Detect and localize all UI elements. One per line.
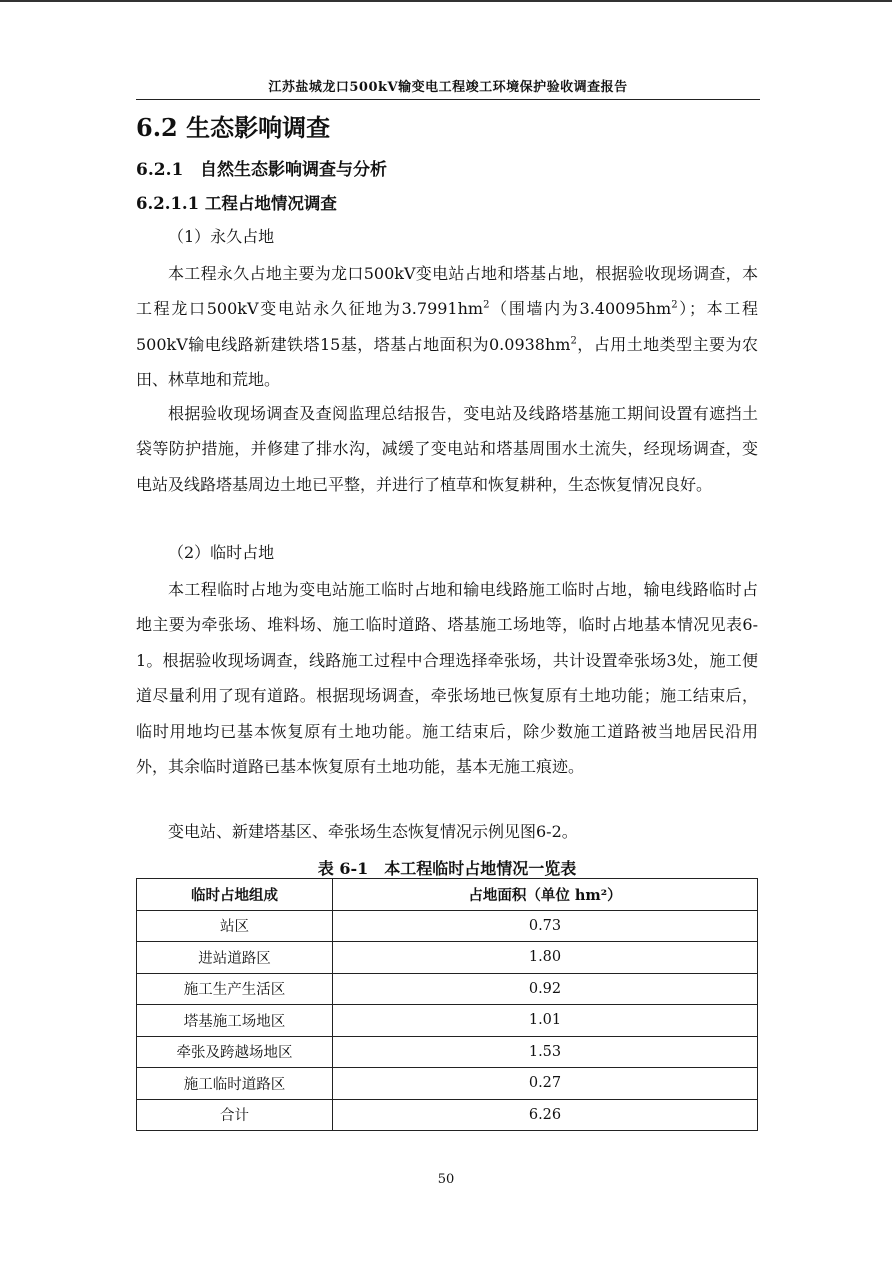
header-component: 临时占地组成	[137, 879, 333, 911]
row-component: 进站道路区	[137, 942, 333, 974]
paragraph-temporary-land: 本工程临时占地为变电站施工临时占地和输电线路施工临时占地，输电线路临时占地主要为牵张场、堆料场、施工临时道路、塔基施工场地等，临时占地基本情况见表6-1。根据验收现场调查，线路施工过程中合理选择牵张场，共计设置牵张场3处，施工便道尽量利用了现有道路。根据现场调查，牵张场地已恢复原有土地功能；施工结束后，临时用地均已基本恢复原有土地功能。施工结束后，除少数施工道路被当地居民沿用外，其余临时道路已基本恢复原有土地功能，基本无施工痕迹。	[136, 580, 758, 777]
table-row	[137, 910, 758, 942]
paragraph-permanent-land	[136, 256, 758, 398]
table-row	[137, 1036, 758, 1068]
p1-sup-2: 2	[671, 300, 678, 312]
subsection-number: 6.2.1	[136, 160, 184, 180]
table-row	[137, 1005, 758, 1037]
top-border-line	[0, 0, 892, 2]
subsubsection-title: 6.2.1.1 工程占地情况调查	[136, 194, 337, 213]
paragraph-figure-reference: 变电站、新建塔基区、牵张场生态恢复情况示例见图6-2。	[168, 822, 578, 841]
section-title: 6.2 生态影响调查	[136, 113, 331, 142]
row-component: 施工生产生活区	[137, 973, 333, 1005]
table-row	[137, 973, 758, 1005]
page-header: 江苏盐城龙口500kV输变电工程竣工环境保护验收调查报告	[268, 80, 628, 95]
table-caption: 表 6-1 本工程临时占地情况一览表	[317, 859, 577, 878]
table-row	[137, 942, 758, 974]
temporary-land-table	[136, 878, 758, 1131]
p1-text-b: （围墙内为3.40095hm	[489, 299, 672, 319]
row-area: 1.01	[333, 1005, 758, 1037]
header-area: 占地面积（单位 hm²）	[333, 879, 758, 911]
header-rule	[136, 99, 760, 100]
p1-text-c: ）；本工程500kV输电线路新建铁塔15基，塔基占地面积为0.0938hm	[136, 299, 758, 354]
subsection-title	[136, 155, 387, 180]
table-total-row	[137, 1099, 758, 1131]
page-number: 50	[437, 1172, 455, 1187]
row-area: 0.92	[333, 973, 758, 1005]
row-component: 站区	[137, 910, 333, 942]
row-area: 1.80	[333, 942, 758, 974]
p1-text-a: 本工程永久占地主要为龙口500kV变电站占地和塔基占地，根据验收现场调查，本工程龙口500kV变电站永久征地为3.7991hm	[136, 264, 758, 319]
total-area: 6.26	[333, 1099, 758, 1131]
row-component: 施工临时道路区	[137, 1068, 333, 1100]
total-label: 合计	[137, 1099, 333, 1131]
row-component: 塔基施工场地区	[137, 1005, 333, 1037]
p1-text-d: ，占用土地类型主要为农田、林草地和荒地。	[136, 334, 758, 390]
table-row	[137, 1068, 758, 1100]
row-area: 1.53	[333, 1036, 758, 1068]
subsection-text: 自然生态影响调查与分析	[200, 160, 387, 180]
table-header-row	[137, 879, 758, 911]
paragraph-protection-measures: 根据验收现场调查及查阅监理总结报告，变电站及线路塔基施工期间设置有遮挡土袋等防护措施，并修建了排水沟，减缓了变电站和塔基周围水土流失，经现场调查，变电站及线路塔基周边土地已平整，并进行了植草和恢复耕种，生态恢复情况良好。	[136, 404, 758, 494]
item-permanent-land: （1）永久占地	[168, 227, 275, 246]
row-area: 0.27	[333, 1068, 758, 1100]
p1-sup-1: 2	[483, 300, 490, 312]
item-temporary-land: （2）临时占地	[168, 543, 275, 562]
row-component: 牵张及跨越场地区	[137, 1036, 333, 1068]
p1-sup-3: 2	[570, 335, 577, 347]
row-area: 0.73	[333, 910, 758, 942]
